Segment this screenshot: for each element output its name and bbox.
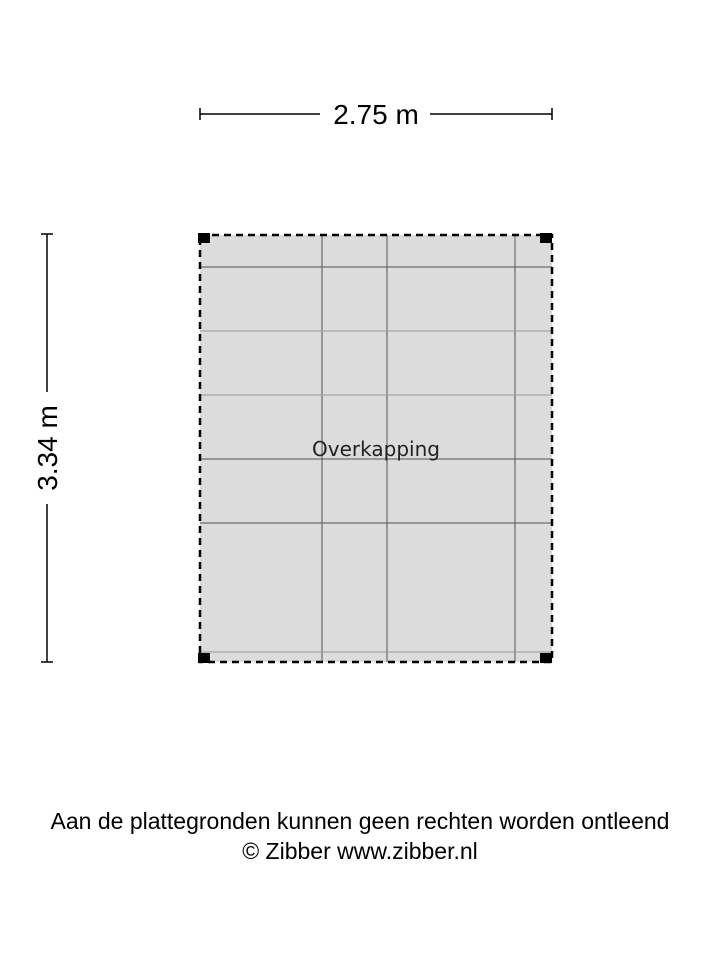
corner-post bbox=[540, 233, 552, 243]
width-dimension bbox=[200, 99, 552, 130]
corner-post bbox=[198, 653, 210, 663]
copyright-text: © Zibber www.zibber.nl bbox=[242, 838, 478, 864]
height-dimension bbox=[32, 234, 63, 662]
disclaimer-text: Aan de plattegronden kunnen geen rechten worden ontleend bbox=[50, 808, 670, 834]
room-overkapping bbox=[198, 233, 552, 663]
height-dimension-label: 3.34 m bbox=[32, 405, 63, 491]
corner-post bbox=[198, 233, 210, 243]
corner-post bbox=[540, 653, 552, 663]
room-label: Overkapping bbox=[312, 437, 440, 461]
width-dimension-label: 2.75 m bbox=[333, 99, 419, 130]
